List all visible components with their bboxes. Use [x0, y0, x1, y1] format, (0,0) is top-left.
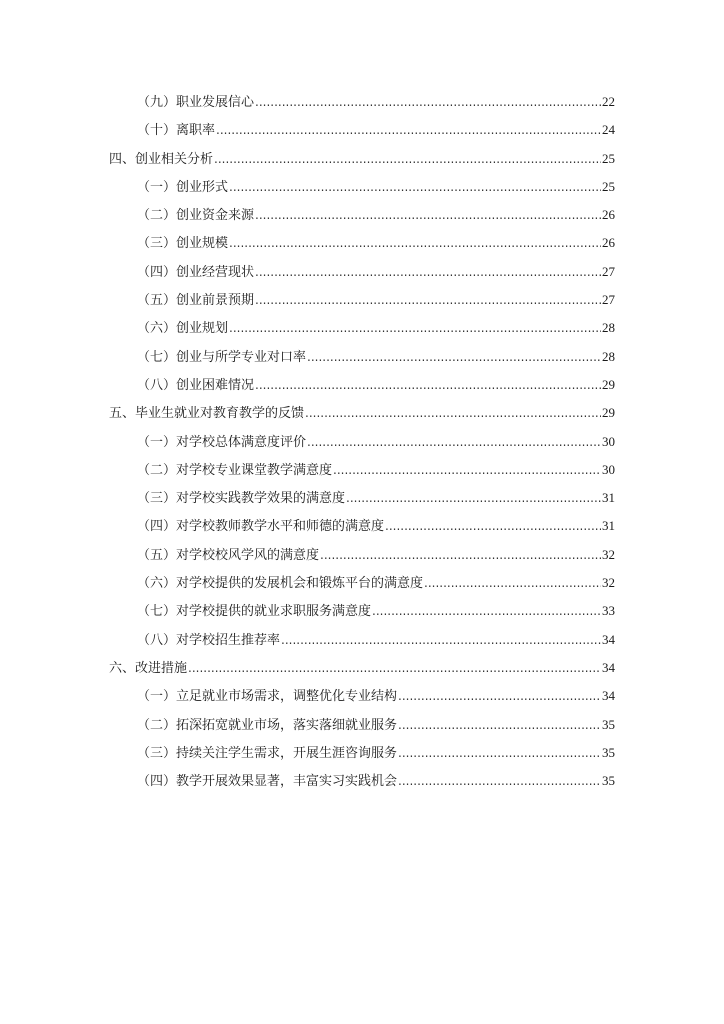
toc-section-entry[interactable] — [109, 145, 615, 173]
toc-subsection-entry[interactable] — [109, 682, 615, 710]
toc-page-number: 25 — [602, 150, 615, 166]
toc-entry-title: （四）创业经营现状 — [137, 264, 255, 280]
toc-page-number: 24 — [602, 122, 615, 138]
toc-page-number: 31 — [602, 518, 615, 534]
toc-entry-title: （五）对学校校风学风的满意度 — [137, 547, 320, 563]
toc-dot-leader — [229, 314, 601, 342]
toc-subsection-entry[interactable] — [109, 201, 615, 229]
toc-page-number: 25 — [602, 178, 615, 194]
toc-subsection-entry[interactable] — [109, 626, 615, 654]
toc-entry-title: （三）创业规模 — [137, 236, 229, 252]
toc-page-number: 27 — [602, 292, 615, 308]
toc-page-number: 34 — [602, 688, 615, 704]
toc-page-number: 35 — [602, 716, 615, 732]
toc-subsection-entry[interactable] — [109, 428, 615, 456]
toc-subsection-entry[interactable] — [109, 597, 615, 625]
toc-page-number: 32 — [602, 546, 615, 562]
toc-entry-title: 五、毕业生就业对教育教学的反馈 — [109, 406, 305, 422]
toc-page-number: 30 — [602, 433, 615, 449]
toc-entry-title: （九）职业发展信心 — [137, 95, 255, 110]
toc-entry-title: （八）创业困难情况 — [137, 377, 255, 393]
toc-subsection-entry[interactable] — [109, 484, 615, 512]
toc-page-number: 30 — [602, 461, 615, 477]
toc-entry-title: 四、创业相关分析 — [109, 151, 214, 167]
toc-dot-leader — [385, 512, 601, 540]
toc-dot-leader — [398, 682, 601, 710]
toc-dot-leader — [398, 739, 601, 767]
toc-entry-title: （四）对学校教师教学水平和师德的满意度 — [137, 519, 385, 535]
toc-section-entry[interactable] — [109, 399, 615, 427]
toc-dot-leader — [307, 343, 601, 371]
toc-subsection-entry[interactable] — [109, 286, 615, 314]
toc-entry-title: （六）创业规划 — [137, 321, 229, 337]
toc-entry-title: （十）离职率 — [137, 123, 216, 139]
toc-dot-leader — [320, 541, 601, 569]
toc-page-number: 29 — [602, 405, 615, 421]
toc-entry-title: （一）创业形式 — [137, 179, 229, 195]
toc-dot-leader — [281, 626, 601, 654]
toc-dot-leader — [255, 201, 601, 229]
toc-entry-title: 六、改进措施 — [109, 660, 188, 676]
toc-subsection-entry[interactable] — [109, 767, 615, 795]
toc-dot-leader — [255, 371, 601, 399]
toc-dot-leader — [229, 229, 601, 257]
toc-page-number: 28 — [602, 320, 615, 336]
toc-dot-leader — [255, 258, 601, 286]
toc-entry-title: （七）对学校提供的就业求职服务满意度 — [137, 604, 372, 620]
toc-dot-leader — [214, 145, 601, 173]
toc-page-number: 28 — [602, 348, 615, 364]
toc-subsection-entry[interactable] — [109, 569, 615, 597]
toc-subsection-entry[interactable] — [109, 456, 615, 484]
toc-page-number: 26 — [602, 235, 615, 251]
toc-subsection-entry[interactable] — [109, 739, 615, 767]
toc-dot-leader — [398, 767, 601, 795]
toc-subsection-entry[interactable] — [109, 314, 615, 342]
toc-dot-leader — [307, 428, 601, 456]
toc-dot-leader — [346, 484, 601, 512]
toc-entry-title: （六）对学校提供的发展机会和锻炼平台的满意度 — [137, 576, 424, 592]
toc-subsection-entry[interactable] — [109, 711, 615, 739]
toc-page-number: 35 — [602, 773, 615, 789]
toc-entry-title: （一）对学校总体满意度评价 — [137, 434, 307, 450]
toc-dot-leader — [333, 456, 601, 484]
toc-dot-leader — [305, 399, 601, 427]
toc-dot-leader — [255, 88, 601, 116]
toc-dot-leader — [398, 711, 601, 739]
toc-dot-leader — [372, 597, 601, 625]
toc-dot-leader — [255, 286, 601, 314]
toc-subsection-entry[interactable] — [109, 229, 615, 257]
toc-entry-title: （二）创业资金来源 — [137, 208, 255, 224]
toc-entry-title: （八）对学校招生推荐率 — [137, 632, 281, 648]
toc-entry-title: （三）对学校实践教学效果的满意度 — [137, 491, 346, 507]
toc-page-number: 32 — [602, 575, 615, 591]
toc-page-number: 35 — [602, 744, 615, 760]
toc-page-number: 34 — [602, 631, 615, 647]
toc-subsection-entry[interactable] — [109, 512, 615, 540]
toc-page-number: 33 — [602, 603, 615, 619]
toc-page-number: 26 — [602, 207, 615, 223]
toc-dot-leader — [229, 173, 601, 201]
toc-dot-leader — [216, 116, 601, 144]
toc-subsection-entry[interactable] — [109, 116, 615, 144]
toc-page-number: 27 — [602, 263, 615, 279]
toc-subsection-entry[interactable] — [109, 371, 615, 399]
toc-subsection-entry[interactable] — [109, 173, 615, 201]
toc-page-number: 22 — [602, 94, 615, 109]
toc-entry-title: （二）对学校专业课堂教学满意度 — [137, 462, 333, 478]
toc-section-entry[interactable] — [109, 654, 615, 682]
toc-entry-title: （七）创业与所学专业对口率 — [137, 349, 307, 365]
toc-dot-leader — [424, 569, 601, 597]
toc-entry-title: （二）拓深拓宽就业市场，落实落细就业服务 — [137, 717, 398, 733]
toc-entry-title: （一）立足就业市场需求，调整优化专业结构 — [137, 689, 398, 705]
toc-page-number: 29 — [602, 376, 615, 392]
toc-page-number: 31 — [602, 490, 615, 506]
toc-page-number: 34 — [602, 659, 615, 675]
toc-entry-title: （三）持续关注学生需求，开展生涯咨询服务 — [137, 745, 398, 761]
toc-dot-leader — [188, 654, 601, 682]
toc-entry-title: （四）教学开展效果显著，丰富实习实践机会 — [137, 774, 398, 790]
table-of-contents — [109, 88, 615, 795]
toc-subsection-entry[interactable] — [109, 88, 615, 116]
toc-entry-title: （五）创业前景预期 — [137, 293, 255, 309]
toc-subsection-entry[interactable] — [109, 343, 615, 371]
toc-subsection-entry[interactable] — [109, 541, 615, 569]
toc-subsection-entry[interactable] — [109, 258, 615, 286]
